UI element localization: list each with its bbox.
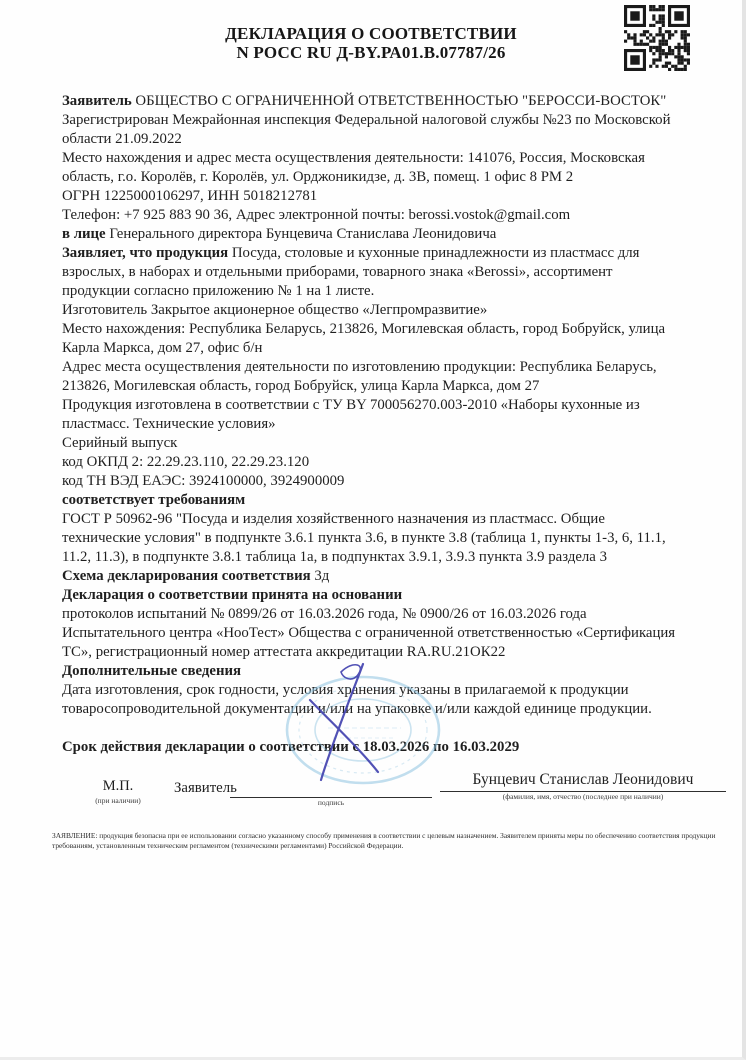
paragraph: код ТН ВЭД ЕАЭС: 3924100000, 3924900009 xyxy=(62,473,345,489)
paragraph: ГОСТ Р 50962-96 "Посуда и изделия хозяйственного назначения из пластмасс. Общие технические условия" в подпункте 3.6.1 пункта 3.6, в пункте 3.8 (таблица 1, пункты 1-3, 6, 11.1, 11.2, 11.3), в подпункте 3.8.1 таблица 1а, в подпунктах 3.9.1, 3.9.3 пункта 3.9 раздела 3 xyxy=(62,511,666,565)
signature-row xyxy=(62,769,694,823)
paragraph: Продукция изготовлена в соответствии с ТУ BY 700056270.003-2010 «Наборы кухонные из пластмасс. Технические условия» xyxy=(62,397,640,432)
signature-line xyxy=(230,775,432,798)
validity-period: Срок действия декларации о соответствии с 18.03.2026 по 16.03.2029 xyxy=(62,739,520,755)
signature-field xyxy=(230,775,432,808)
paragraph: в лице Генерального директора Бунцевича Станислава Леонидовича xyxy=(62,226,497,242)
paragraph: Дата изготовления, срок годности, условия хранения указаны в прилагаемой к продукции товаросопроводительной документации и/или на упаковке и/или каждой единице продукции. xyxy=(62,682,652,717)
paragraph: Адрес места осуществления деятельности по изготовлению продукции: Республика Беларусь, 213826, Могилевская область, город Бобруйск, улица Карла Маркса, дом 27 xyxy=(62,359,657,394)
name-caption: (фамилия, имя, отчество (последнее при наличии) xyxy=(502,792,664,801)
signature-caption: подпись xyxy=(317,798,345,807)
paragraph: Декларация о соответствии принята на основании xyxy=(62,587,403,603)
declaration-statement: ЗАЯВЛЕНИЕ: продукция безопасна при ее использовании согласно указанному способу применения в соответствии с целевым назначением. Заявителем приняты меры по обеспечению соответствия продукции требованиям, установленным техническим регламентом (техническими регламентами) Российской Федерации. xyxy=(52,831,716,850)
stamp-place-note: (при наличии) xyxy=(95,796,141,805)
paragraph: Заявитель ОБЩЕСТВО С ОГРАНИЧЕННОЙ ОТВЕТСТВЕННОСТЬЮ "БЕРОССИ-ВОСТОК" xyxy=(62,93,667,109)
paragraph: Место нахождения и адрес места осуществления деятельности: 141076, Россия, Московская область, г.о. Королёв, г. Королёв, ул. Орджоникидзе, д. 3В, помещ. 1 офис 8 РМ 2 xyxy=(62,150,645,185)
applicant-name: Бунцевич Станислав Леонидович xyxy=(472,771,694,788)
stamp-place: М.П. (при наличии) xyxy=(88,777,148,805)
paragraph: Место нахождения: Республика Беларусь, 213826, Могилевская область, город Бобруйск, улица Карла Маркса, дом 27, офис б/н xyxy=(62,321,666,356)
title-line-2: N РОСС RU Д-BY.РА01.В.07787/26 xyxy=(236,43,506,62)
paragraph: Заявляет, что продукция Посуда, столовые и кухонные принадлежности из пластмасс для взрослых, в наборах и отдельными приборами, товарного знака «Berossi», ассортимент продукции согласно приложению № 1 на 1 листе. xyxy=(62,245,640,299)
paragraph: Телефон: +7 925 883 90 36, Адрес электронной почты: berossi.vostok@gmail.com xyxy=(62,207,571,223)
paragraph: Зарегистрирован Межрайонная инспекция Федеральной налоговой службы №23 по Московской области 21.09.2022 xyxy=(62,112,671,147)
applicant-name-field xyxy=(440,769,726,802)
paragraph: соответствует требованиям xyxy=(62,492,246,508)
paragraph: Изготовитель Закрытое акционерное общество «Легпромразвитие» xyxy=(62,302,488,318)
qr-code-icon xyxy=(624,5,690,71)
paragraph: протоколов испытаний № 0899/26 от 16.03.2026 года, № 0900/26 от 16.03.2026 года Испытательного центра «НооТест» Общества с ограниченной ответственностью «Сертификация ТС», регистрационный номер аттестата аккредитации RA.RU.21ОК22 xyxy=(62,606,676,660)
document-body xyxy=(52,92,716,851)
title-line-1: ДЕКЛАРАЦИЯ О СООТВЕТСТВИИ xyxy=(225,24,517,43)
paragraph: ОГРН 1225000106297, ИНН 5018212781 xyxy=(62,188,318,204)
paragraph: Схема декларирования соответствия 3д xyxy=(62,568,330,584)
paragraph: код ОКПД 2: 22.29.23.110, 22.29.23.120 xyxy=(62,454,310,470)
paragraph: Серийный выпуск xyxy=(62,435,178,451)
paragraph: Дополнительные сведения xyxy=(62,663,242,679)
applicant-label: Заявитель xyxy=(174,780,237,796)
